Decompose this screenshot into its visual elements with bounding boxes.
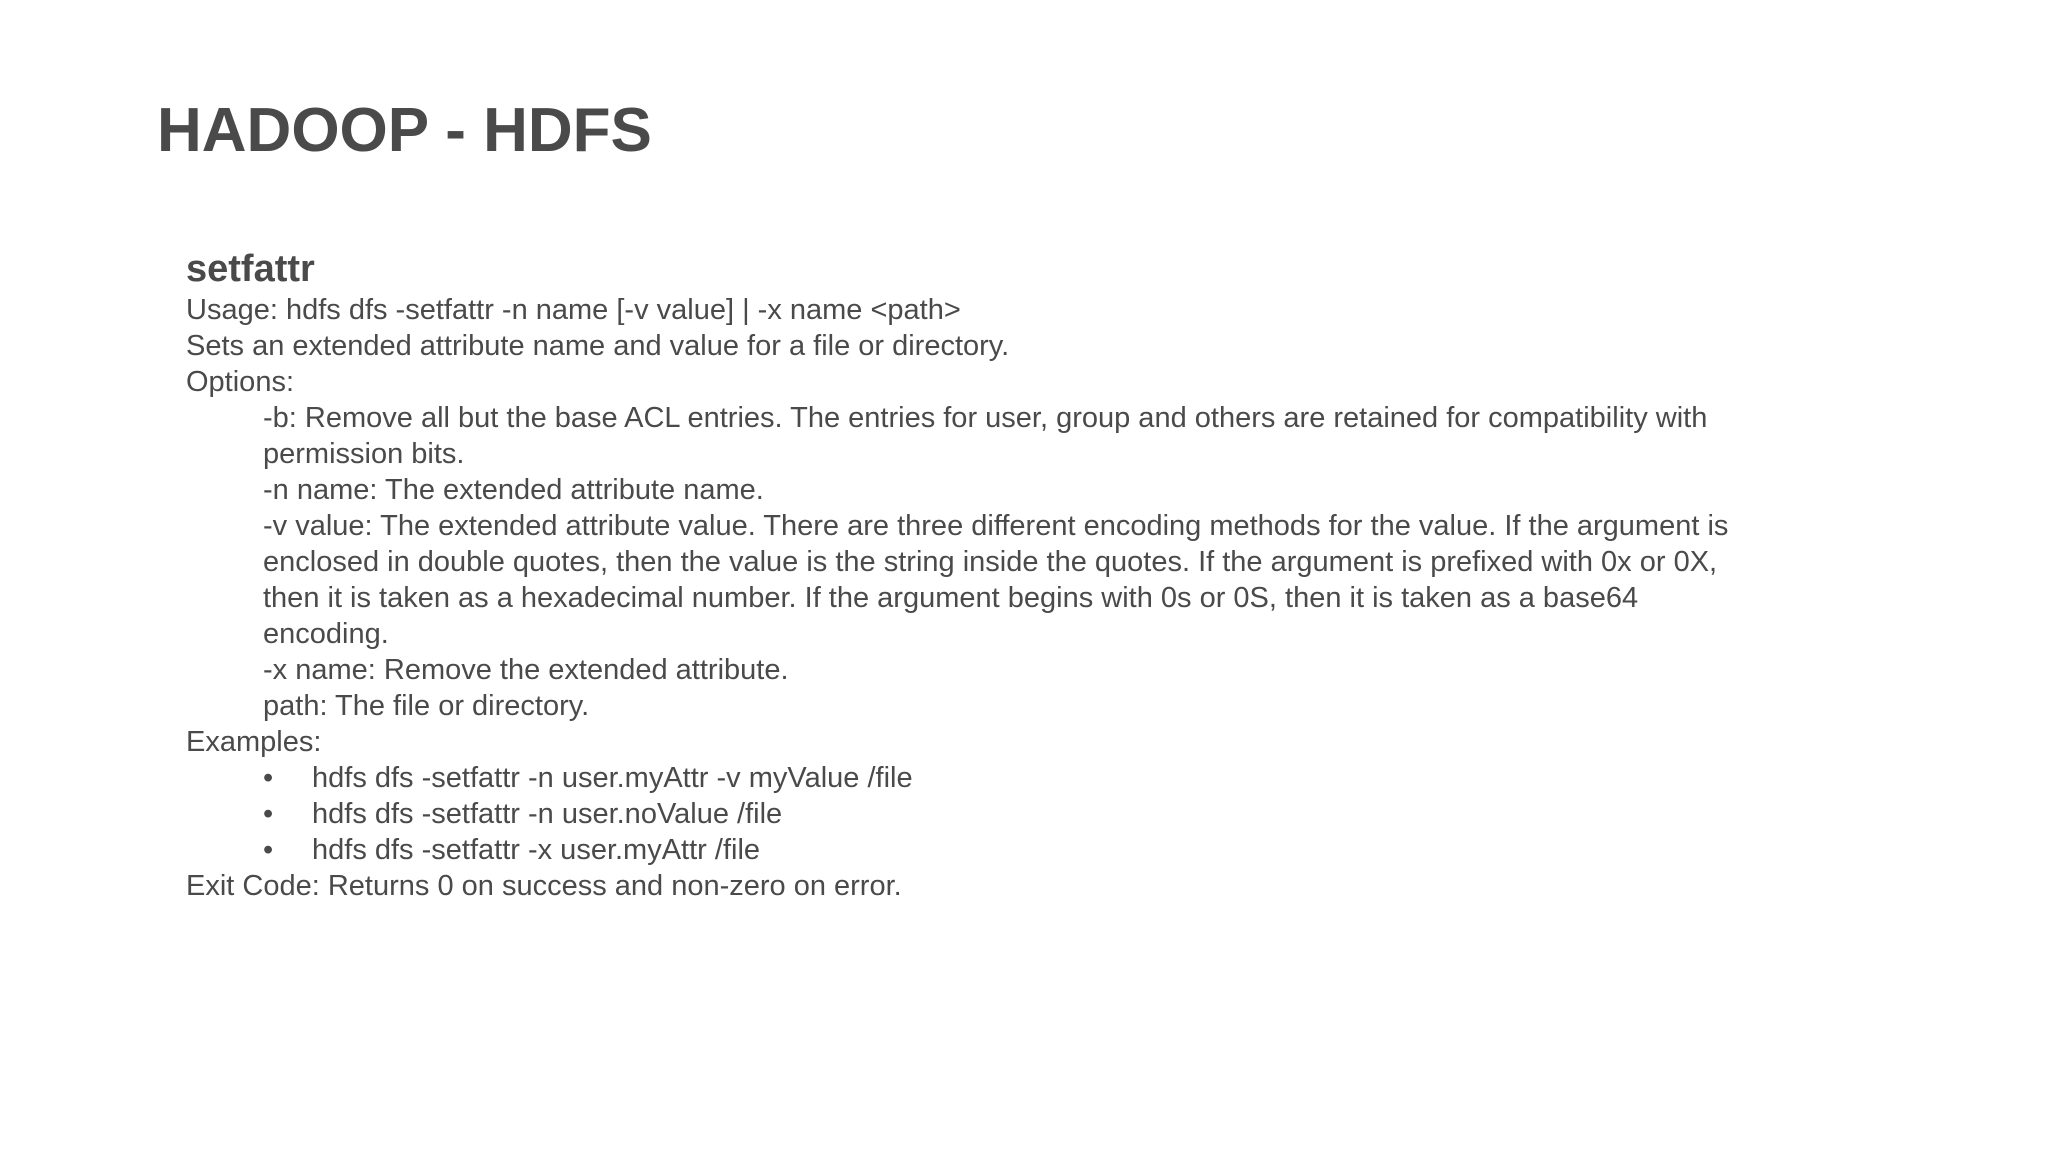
option-v: -v value: The extended attribute value. There are three different encoding methods for the value. If the argument is enclosed in double quotes, then the value is the string inside the quotes. If the argument is prefixed with 0x or 0X, then it is taken as a hexadecimal number. If the argument begins with 0s or 0S, then it is taken as a base64 encoding. [263, 510, 1729, 650]
option-x: -x name: Remove the extended attribute. [263, 654, 789, 686]
options-label: Options: [186, 366, 294, 398]
options-list [186, 400, 1766, 724]
option-path: path: The file or directory. [263, 690, 590, 722]
bullet-icon: • [263, 798, 274, 830]
option-n: -n name: The extended attribute name. [263, 474, 764, 506]
usage-line: Usage: hdfs dfs -setfattr -n name [-v value] | -x name <path> [186, 294, 961, 326]
example-item [186, 832, 1766, 868]
example-item [186, 796, 1766, 832]
exit-code-line: Exit Code: Returns 0 on success and non-zero on error. [186, 870, 902, 902]
slide-title: HADOOP - HDFS [157, 96, 652, 165]
example-text: hdfs dfs -setfattr -n user.noValue /file [312, 798, 783, 830]
option-b: -b: Remove all but the base ACL entries. The entries for user, group and others are retained for compatibility with permission bits. [263, 402, 1708, 470]
example-text: hdfs dfs -setfattr -x user.myAttr /file [312, 834, 761, 866]
description-line: Sets an extended attribute name and value for a file or directory. [186, 330, 1010, 362]
example-item [186, 760, 1766, 796]
command-heading: setfattr [186, 248, 315, 290]
bullet-icon: • [263, 834, 274, 866]
examples-list [186, 760, 1766, 868]
bullet-icon: • [263, 762, 274, 794]
examples-label: Examples: [186, 726, 322, 758]
example-text: hdfs dfs -setfattr -n user.myAttr -v myValue /file [312, 762, 913, 794]
command-section [186, 246, 1766, 904]
